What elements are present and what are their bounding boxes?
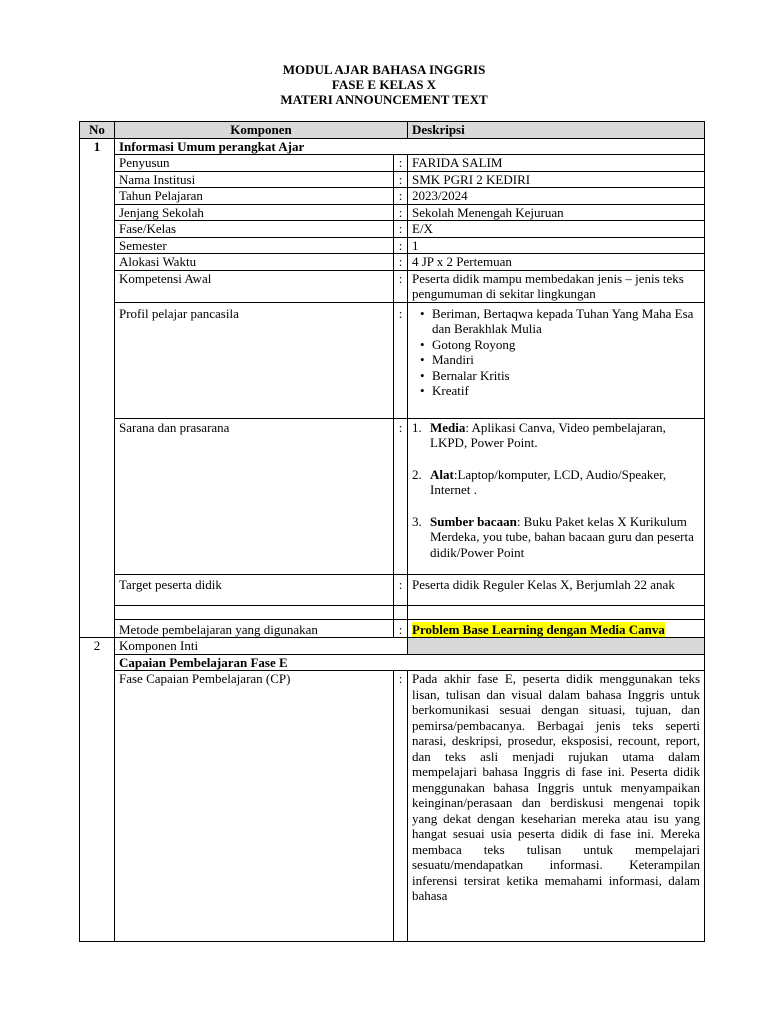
colon: : [394,270,408,302]
colon: : [394,418,408,575]
list-item: • Kreatif [420,383,698,399]
header-no: No [80,122,115,139]
cp-text-body: Pada akhir fase E, peserta didik menggunakan teks lisan, tulisan dan visual dalam bahasa Inggris untuk berkomunikasi sesuai dengan situasi, tujuan, dan pemirsa/pembacanya. Berbagai jenis teks seperti narasi, deskripsi, prosedur, eksposisi, recount, report, dan teks asli menjadi rujukan utama dalam mempelajari bahasa Inggris di fase ini. Peserta didik menggunakan bahasa Inggris untuk menyampaikan keinginan/perasaan dan berdiskusi mengenai topik yang dekat dengan keseharian mereka atau isu yang hangat sesuai usia peserta didik di fase ini. Mereka membaca teks tulisan untuk mempelajari sesuatu/mendapatkan informasi. Keterampilan inferensi tersirat ketika memahami informasi, dalam bahasa [412,671,700,903]
item-number: 3. [412,513,422,529]
target-row [80,575,705,606]
section-1-title: Informasi Umum perangkat Ajar [115,138,705,155]
colon: : [394,221,408,238]
title-line-2: FASE E KELAS X [331,77,437,92]
empty-cell [115,605,394,619]
row-label: Nama Institusi [115,171,394,188]
table-row [80,270,705,302]
colon: : [394,204,408,221]
profil-cell [408,302,705,418]
list-item [408,514,704,561]
target-label: Target peserta didik [115,575,394,606]
list-item: • Gotong Royong [420,337,698,353]
title-line-1: MODUL AJAR BAHASA INGGRIS [282,62,486,77]
colon: : [394,302,408,418]
table-row [80,204,705,221]
row-value: E/X [408,221,705,238]
empty-cell [408,605,705,619]
colon: : [394,171,408,188]
row-value: 1 [408,237,705,254]
empty-row [80,605,705,619]
colon: : [394,237,408,254]
item-number: 2. [412,466,422,482]
row-label: Tahun Pelajaran [115,188,394,205]
item-text: : Buku Paket kelas X Kurikulum Merdeka, you tube, bahan bacaan guru dan peserta didik/Power Point [430,513,694,560]
colon: : [394,671,408,942]
table-row [80,188,705,205]
list-item: • Bernalar Kritis [420,368,698,384]
table-row [80,171,705,188]
sarana-label: Sarana dan prasarana [115,418,394,575]
list-item [408,420,704,451]
section-2-title: Komponen Inti [115,638,408,655]
section-2-title-row [80,638,705,655]
row-value: SMK PGRI 2 KEDIRI [408,171,705,188]
row-value: Peserta didik mampu membedakan jenis – jenis teks pengumuman di sekitar lingkungan [408,270,705,302]
cp-row [80,671,705,942]
title-line-3: MATERI ANNOUNCEMENT TEXT [280,92,488,107]
colon: : [394,188,408,205]
section-1-number: 1 [80,138,115,638]
empty-cell [394,605,408,619]
target-value: Peserta didik Reguler Kelas X, Berjumlah 22 anak [408,575,705,606]
row-label: Kompetensi Awal [115,270,394,302]
section-1-title-row [80,138,705,155]
cp-label: Fase Capaian Pembelajaran (CP) [115,671,394,942]
list-item [408,467,704,498]
row-label: Penyusun [115,155,394,172]
list-item: • Beriman, Bertaqwa kepada Tuhan Yang Maha Esa dan Berakhlak Mulia [420,306,698,337]
row-value: FARIDA SALIM [408,155,705,172]
header-deskripsi: Deskripsi [408,122,705,139]
item-text: : Aplikasi Canva, Video pembelajaran, LKPD, Power Point. [430,419,666,450]
table-header-row [80,122,705,139]
colon: : [394,155,408,172]
row-value: Sekolah Menengah Kejuruan [408,204,705,221]
table-row [80,237,705,254]
row-label: Alokasi Waktu [115,254,394,271]
colon: : [394,575,408,606]
section-2-number: 2 [80,638,115,942]
sarana-list [408,420,704,561]
table-row [80,221,705,238]
table-row [80,155,705,172]
item-text: :Laptop/komputer, LCD, Audio/Speaker, Internet . [430,466,667,497]
row-value: 2023/2024 [408,188,705,205]
item-number: 1. [412,419,422,435]
header-komponen: Komponen [115,122,408,139]
colon: : [394,619,408,638]
row-value: 4 JP x 2 Pertemuan [408,254,705,271]
item-term: Sumber bacaan [430,513,517,529]
cp-text [408,671,705,942]
metode-row [80,619,705,638]
colon: : [394,254,408,271]
item-term: Media [430,419,466,435]
shaded-cell [408,638,705,655]
item-term: Alat [430,466,454,482]
capaian-subheader: Capaian Pembelajaran Fase E [115,654,705,671]
metode-label: Metode pembelajaran yang digunakan [115,619,394,638]
row-label: Jenjang Sekolah [115,204,394,221]
row-label: Semester [115,237,394,254]
profil-label: Profil pelajar pancasila [115,302,394,418]
list-item: • Mandiri [420,352,698,368]
row-label: Fase/Kelas [115,221,394,238]
metode-value [408,619,705,638]
subheader-row [80,654,705,671]
profil-list [408,306,698,399]
document-title-block [0,62,768,107]
profil-row [80,302,705,418]
metode-highlight: Problem Base Learning dengan Media Canva [412,621,665,637]
sarana-cell [408,418,705,575]
table-row [80,254,705,271]
modul-table [79,121,705,942]
sarana-row [80,418,705,575]
